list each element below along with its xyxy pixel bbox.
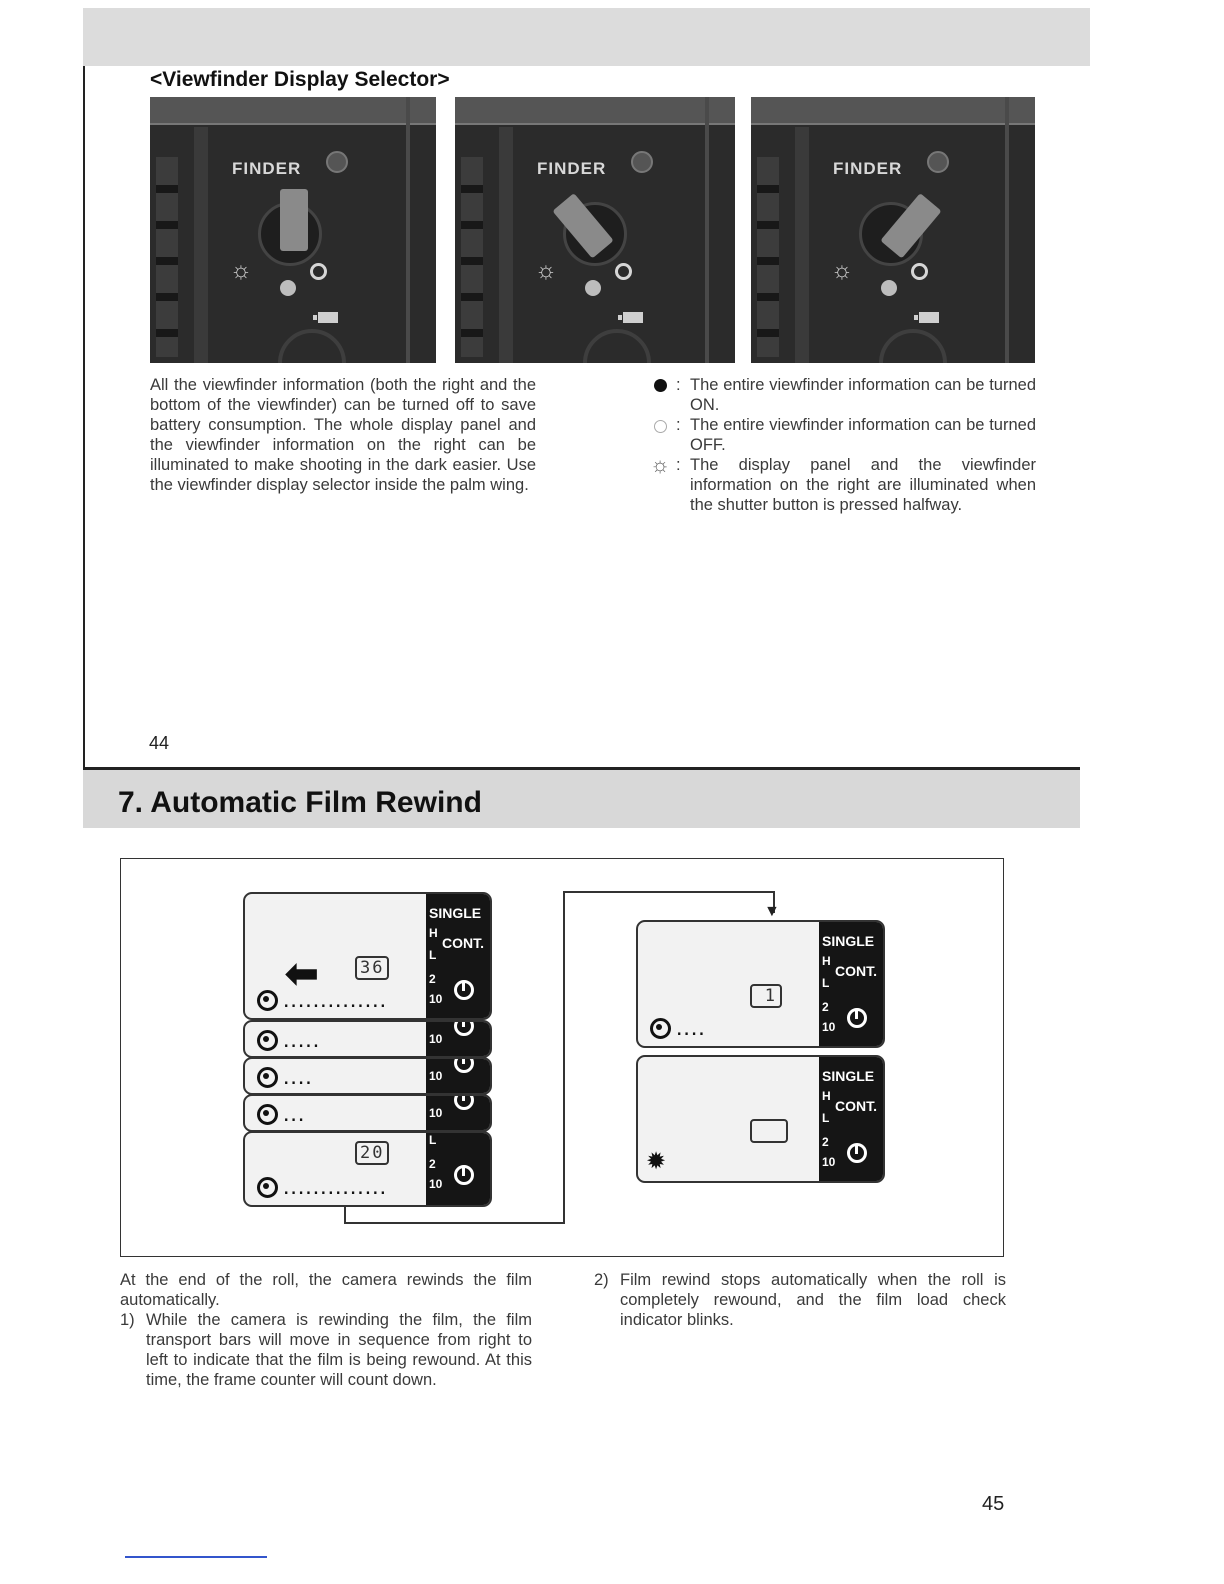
- item-2-number: 2): [594, 1271, 609, 1289]
- label-10: 10: [429, 1032, 443, 1046]
- label-single: SINGLE: [822, 1068, 875, 1084]
- label-cont: CONT.: [835, 1098, 877, 1114]
- label-2: 2: [822, 1135, 829, 1149]
- film-cartridge-icon: [257, 1030, 278, 1051]
- label-l: L: [822, 976, 830, 990]
- illumination-icon: ☼: [230, 257, 252, 284]
- self-timer-icon: [454, 1165, 474, 1185]
- page-number-44: 44: [149, 733, 170, 753]
- rewind-intro: At the end of the roll, the camera rewinds the film automatically.: [120, 1271, 532, 1309]
- film-indicator: [257, 1104, 304, 1125]
- item-1-number: 1): [120, 1311, 135, 1329]
- label-h: H: [429, 926, 438, 940]
- camera-photo-on: [150, 97, 436, 363]
- camera-photo-illuminated: [751, 97, 1035, 363]
- illumination-icon: ☼: [831, 257, 853, 284]
- frame-counter: 36: [355, 956, 389, 980]
- item-1-text: While the camera is rewinding the film, the film transport bars will move in sequence from right to left to indicate that the film is being rewound. At this time, the frame counter will count down.: [146, 1311, 532, 1389]
- self-timer-icon: [847, 1008, 867, 1028]
- film-indicator: [257, 1030, 319, 1051]
- section-title: 7. Automatic Film Rewind: [118, 786, 482, 819]
- film-indicator: [650, 1018, 705, 1039]
- film-cartridge-icon: [257, 1067, 278, 1088]
- label-2: 2: [429, 972, 436, 986]
- label-single: SINGLE: [429, 905, 482, 921]
- frame-counter: 1: [750, 984, 782, 1008]
- self-timer-icon: [454, 1057, 474, 1073]
- film-indicator: [257, 1067, 312, 1088]
- lcd-strip: [243, 1020, 492, 1058]
- finder-label: FINDER: [232, 159, 302, 178]
- on-dot-icon: [280, 280, 296, 296]
- label-single: SINGLE: [822, 933, 875, 949]
- label-2: 2: [429, 1157, 436, 1171]
- rewind-arrow-icon: ⬅: [285, 952, 319, 996]
- legend-item-illuminate: ☼ : The display panel and the viewfinder information on the right are illuminated when the shutter button is pressed halfway.: [650, 452, 1036, 514]
- label-10: 10: [429, 1106, 443, 1120]
- label-l: L: [429, 1133, 437, 1147]
- label-10: 10: [822, 1020, 836, 1034]
- lcd-panel-mid: [243, 1131, 492, 1207]
- label-h: H: [822, 1089, 831, 1103]
- legend-text: The entire viewfinder information can be turned ON.: [690, 376, 1036, 414]
- lcd-strip: [243, 1057, 492, 1095]
- finder-label: FINDER: [833, 159, 903, 178]
- lcd-panel-end: [636, 920, 885, 1048]
- selector-knob: [280, 189, 308, 251]
- camera-photo-off: [455, 97, 735, 363]
- label-l: L: [822, 1111, 830, 1125]
- film-transport-bars: ....: [282, 1072, 312, 1088]
- film-transport-bars: ..............: [282, 1182, 387, 1198]
- film-transport-bars: ....: [675, 1023, 705, 1039]
- lcd-panel-complete: [636, 1055, 885, 1183]
- finder-label: FINDER: [537, 159, 607, 178]
- film-indicator: [257, 990, 386, 1011]
- film-transport-bars: ..............: [282, 995, 387, 1011]
- off-circle-icon: [615, 263, 632, 280]
- on-dot-icon: [881, 280, 897, 296]
- lamp-icon: ☼: [650, 452, 671, 477]
- battery-icon: [623, 312, 643, 323]
- frame-counter-blank: [750, 1119, 788, 1143]
- film-cartridge-icon: [257, 990, 278, 1011]
- hollow-circle-icon: [650, 415, 670, 438]
- lcd-panel-start: [243, 892, 492, 1020]
- battery-icon: [318, 312, 338, 323]
- frame-counter: 20: [355, 1141, 389, 1165]
- label-10: 10: [429, 1177, 443, 1191]
- arrow-down-icon: ▼: [764, 903, 780, 920]
- label-cont: CONT.: [835, 963, 877, 979]
- label-2: 2: [822, 1000, 829, 1014]
- film-transport-bars: ...: [282, 1109, 305, 1125]
- film-load-blink-icon: ✹: [646, 1148, 667, 1175]
- header-band: [83, 8, 1090, 66]
- page-divider: [83, 66, 85, 770]
- self-timer-icon: [847, 1143, 867, 1163]
- battery-icon: [919, 312, 939, 323]
- label-cont: CONT.: [442, 935, 484, 951]
- on-dot-icon: [585, 280, 601, 296]
- self-timer-icon: [454, 1020, 474, 1036]
- section-subtitle: <Viewfinder Display Selector>: [150, 68, 450, 91]
- off-circle-icon: [310, 263, 327, 280]
- selector-description: All the viewfinder information (both the right and the bottom of the viewfinder) can be turned off to save battery consumption. The whole display panel and the viewfinder information on the right can be illuminated to make shooting in the dark easier. Use the viewfinder display selector inside the palm wing.: [150, 376, 536, 494]
- self-timer-icon: [454, 1094, 474, 1110]
- label-h: H: [822, 954, 831, 968]
- off-circle-icon: [911, 263, 928, 280]
- film-indicator: [257, 1177, 386, 1198]
- self-timer-icon: [454, 980, 474, 1000]
- illumination-icon: ☼: [535, 257, 557, 284]
- page-number-45: 45: [982, 1493, 1005, 1515]
- label-10: 10: [429, 992, 443, 1006]
- footer-link-line: [125, 1556, 267, 1558]
- item-2-text: Film rewind stops automatically when the roll is completely rewound, and the film load check indicator blinks.: [620, 1271, 1006, 1329]
- label-l: L: [429, 948, 437, 962]
- film-cartridge-icon: [257, 1177, 278, 1198]
- lcd-strip: [243, 1094, 492, 1132]
- legend-item-off: : The entire viewfinder information can be turned OFF.: [650, 415, 1040, 455]
- legend-text: The display panel and the viewfinder information on the right are illuminated when the shutter button is pressed halfway.: [690, 456, 1036, 514]
- label-10: 10: [429, 1069, 443, 1083]
- filled-dot-icon: [650, 375, 670, 397]
- legend-item-on: : The entire viewfinder information can be turned ON.: [650, 375, 1040, 415]
- legend-text: The entire viewfinder information can be turned OFF.: [690, 416, 1036, 454]
- film-transport-bars: .....: [282, 1035, 320, 1051]
- film-cartridge-icon: [650, 1018, 671, 1039]
- label-10: 10: [822, 1155, 836, 1169]
- film-cartridge-icon: [257, 1104, 278, 1125]
